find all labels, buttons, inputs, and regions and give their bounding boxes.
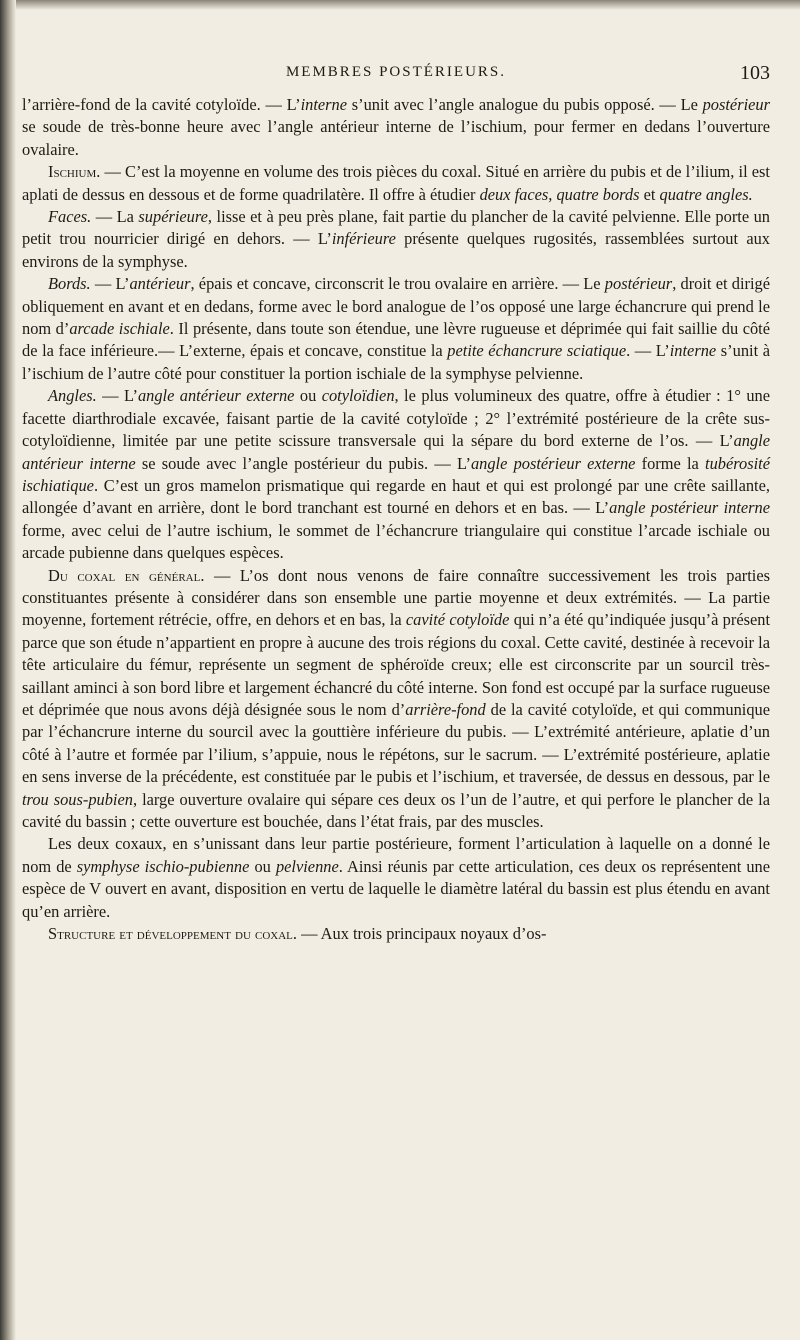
paragraph-ischium-angles: [22, 385, 770, 564]
text-run: — C’est la moyenne en volume des trois pièces du coxal. Situé en arrière du pubis et de l’ilium, il est aplati de dessus en dessous et de forme quadrilatère. Il offre à étudier: [22, 162, 770, 204]
italic-term: arrière-fond: [405, 699, 486, 719]
italic-term: angle postérieur externe: [470, 453, 636, 473]
italic-term: trou sous-pubien: [22, 789, 133, 809]
paragraph-structure: [22, 923, 770, 945]
text-run: — L’os dont nous venons de faire connaître successivement les trois parties constituantes présente à considérer dans son ensemble une partie moyenne et deux extrémités. — La partie moyenne, fortement rétrécie, offre, en dehors et en bas, la: [22, 565, 770, 630]
text-run: de la cavité cotyloïde, et qui communique par l’échancrure interne du sourcil avec la gouttière inférieure du pubis. — L’extrémité antérieure, aplatie d’un côté à l’autre et formée par l’ilium, s’appuie, nous le répétons, sur le sacrum. — L’extrémité postérieure, aplatie en sens inverse de la précédente, est constituée par le pubis et l’ischium, et traversée, de dessus en dessous, par le: [22, 699, 770, 787]
italic-term: postérieur: [604, 274, 673, 294]
text-run: et: [639, 184, 660, 204]
text-run: qui n’a été qu’indiquée jusqu’à présent parce que son étude n’appartient en propre à aucune des trois régions du coxal. Cette cavité, destinée à recevoir la tête articulaire du fémur, représente un segment de sphéroïde creux; elle est circonscrite par un sourcil très-saillant aminci à son bord libre et largement échancré du côté interne. Son fond est occupé par la surface rugueuse et déprimée que nous avons déjà désignée sous le nom d’: [22, 610, 770, 719]
text-run: . Il présente, dans toute son étendue, une lèvre rugueuse et déprimée qui fait saillie du côté de la face inférieure.— L’externe, épais et concave, constitue la: [22, 319, 770, 361]
text-run: , lisse et à peu près plane, fait partie du plancher de la cavité pelvienne. Elle porte un petit trou nourricier dirigé en dehors. — L’: [22, 207, 770, 249]
text-run: , droit et dirigé obliquement en avant et en dedans, forme avec le bord analogue de l’os opposé une large échancrure qui prend le nom d’: [22, 274, 770, 339]
text-run: forme, avec celui de l’autre ischium, le sommet de l’échancrure triangulaire qui constitue l’arcade ischiale ou arcade pubienne dans quelques espèces.: [22, 520, 770, 563]
text-run: . C’est un gros mamelon prismatique qui regarde en haut et qui est prolongé par une crête saillante, allongée d’avant en arrière, dont le bord tranchant est tourné en dehors et en bas. — L’: [22, 475, 770, 518]
paragraph-ischium-bords: [22, 273, 770, 385]
text-run: — L’: [96, 386, 138, 406]
text-run: forme la: [635, 453, 706, 473]
text-run: — Aux trois principaux noyaux d’os-: [296, 924, 547, 944]
text-run: , épais et concave, circonscrit le trou ovalaire en arrière. — Le: [190, 274, 605, 294]
text-run: , large ouverture ovalaire qui sépare ces deux os l’un de l’autre, et qui perfore le plancher de la cavité du bassin ; cette ouverture est bouchée, dans l’état frais, par des muscles.: [22, 789, 770, 831]
italic-term: petite échancrure sciatique: [447, 341, 627, 361]
page-number: 103: [740, 62, 770, 84]
running-head: MEMBRES POSTÉRIEURS.: [285, 64, 507, 80]
paragraph-coxal-general: [22, 565, 770, 834]
italic-term: pelvienne: [275, 856, 339, 876]
italic-term: angle postérieur interne: [609, 498, 771, 518]
italic-term: cotyloïdien: [321, 386, 395, 406]
book-page: [22, 64, 770, 945]
italic-term: interne: [669, 341, 717, 361]
italic-term: inférieure: [331, 229, 396, 249]
section-heading: Structure et développement du coxal.: [48, 924, 297, 944]
text-run: présente quelques rugosités, rassemblées surtout aux environs de la symphyse.: [22, 229, 770, 271]
italic-term: interne: [300, 95, 348, 114]
italic-term: antérieur: [129, 274, 191, 294]
italic-term: Bords.: [48, 274, 91, 294]
italic-term: Faces.: [48, 207, 92, 227]
italic-term: angle antérieur externe: [137, 386, 295, 406]
paragraph-ischium: [22, 161, 770, 206]
page-header: [22, 64, 770, 94]
italic-term: deux faces, quatre bords: [479, 184, 640, 204]
text-run: . — L’: [626, 341, 670, 361]
paragraph-ischium-faces: [22, 206, 770, 273]
italic-term: postérieur: [702, 95, 770, 114]
text-run: se soude avec l’angle postérieur du pubis. — L’: [135, 453, 471, 473]
italic-term: supérieure: [138, 207, 208, 227]
section-heading: Du coxal en général.: [48, 565, 205, 585]
italic-term: angle antérieur interne: [22, 431, 770, 473]
page-top-shadow: [0, 0, 800, 10]
text-run: ou: [249, 856, 276, 876]
body-text: [22, 94, 770, 945]
section-heading: Ischium.: [48, 162, 101, 182]
text-run: se soude de très-bonne heure avec l’angle antérieur interne de l’ischium, pour fermer en dedans l’ouverture ovalaire.: [22, 117, 770, 159]
text-run: s’unit avec l’angle analogue du pubis opposé. — Le: [347, 95, 703, 114]
paragraph-pubis-angles-end: [22, 94, 770, 161]
italic-term: cavité cotyloïde: [405, 610, 510, 630]
text-run: . Ainsi réunis par cette articulation, ces deux os représentent une espèce de V ouvert en avant, disposition en vertu de laquelle le diamètre latéral du bassin est plus étendu en avant qu’en arrière.: [22, 856, 771, 921]
text-run: l’arrière-fond de la cavité cotyloïde. — L’: [22, 95, 301, 114]
italic-term: tubérosité ischiatique: [22, 453, 770, 495]
text-run: ou: [294, 386, 322, 406]
text-run: Les deux coxaux, en s’unissant dans leur partie postérieure, forment l’articulation à laquelle on a donné le nom de: [22, 834, 770, 876]
italic-term: Angles.: [48, 386, 97, 406]
italic-term: quatre angles.: [659, 184, 753, 204]
italic-term: arcade ischiale: [69, 319, 170, 339]
paragraph-symphyse: [22, 833, 770, 923]
text-run: s’unit à l’ischium de l’autre côté pour constituer la portion ischiale de la symphyse pelvienne.: [22, 341, 770, 383]
text-run: — L’: [90, 274, 130, 294]
text-run: , le plus volumineux des quatre, offre à étudier : 1° une facette diarthrodiale excavée, faisant partie de la cavité cotyloïde ; 2° l’extrémité postérieure de la crête sus-cotyloïdienne, limitée par une petite scissure transversale qui la sépare du bord externe de l’os. — L’: [22, 386, 770, 451]
italic-term: symphyse ischio-pubienne: [76, 856, 250, 876]
text-run: — La: [91, 207, 139, 227]
book-binding-edge: [0, 0, 16, 1340]
